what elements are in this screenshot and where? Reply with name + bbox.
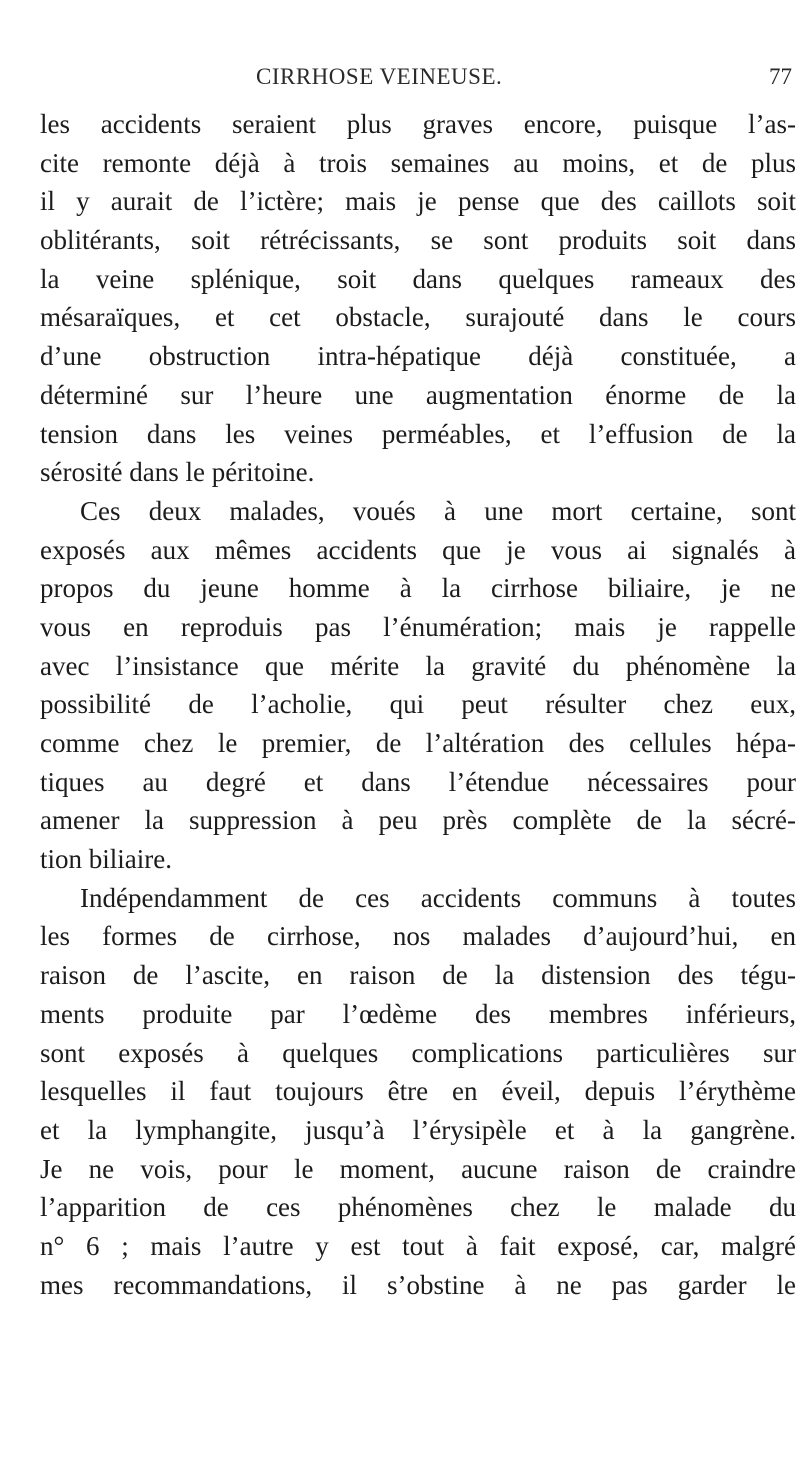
- text-line: lesquelles il faut toujours être en éveil, depuis l’érythème: [40, 1076, 796, 1107]
- text-line: mésaraïques, et cet obstacle, surajouté dans le cours: [40, 302, 796, 333]
- text-line: vous en reproduis pas l’énumération; mais je rappelle: [40, 611, 796, 642]
- text-line: sérosité dans le péritoine.: [40, 457, 315, 488]
- text-line: les formes de cirrhose, nos malades d’aujourd’hui, en: [40, 921, 796, 952]
- paragraph-first-line: Indépendamment de ces accidents communs à toutes: [80, 882, 796, 913]
- text-line: raison de l’ascite, en raison de la distension des tégu-: [40, 960, 796, 991]
- text-line: propos du jeune homme à la cirrhose biliaire, je ne: [40, 573, 796, 604]
- text-line: d’une obstruction intra-hépatique déjà constituée, a: [40, 341, 796, 372]
- page-number: 77: [769, 64, 792, 89]
- paragraph-first-line: Ces deux malades, voués à une mort certaine, sont: [80, 495, 796, 526]
- text-line: oblitérants, soit rétrécissants, se sont produits soit dans: [40, 225, 796, 256]
- text-line: cite remonte déjà à trois semaines au moins, et de plus: [40, 147, 796, 178]
- text-line: avec l’insistance que mérite la gravité du phénomène la: [40, 650, 796, 681]
- text-line: l’apparition de ces phénomènes chez le malade du: [40, 1192, 796, 1223]
- text-line: mes recommandations, il s’obstine à ne pas garder le: [40, 1269, 796, 1300]
- text-line: amener la suppression à peu près complète de la sécré-: [40, 805, 796, 836]
- running-head: [40, 60, 800, 100]
- text-line: Je ne vois, pour le moment, aucune raison de craindre: [40, 1153, 796, 1184]
- text-line: comme chez le premier, de l’altération des cellules hépa-: [40, 728, 796, 758]
- running-head-title: CIRRHOSE VEINEUSE.: [256, 64, 503, 89]
- text-line: possibilité de l’acholie, qui peut résulter chez eux,: [40, 689, 796, 720]
- text-line: la veine splénique, soit dans quelques rameaux des: [40, 263, 796, 294]
- text-line: déterminé sur l’heure une augmentation énorme de la: [40, 379, 796, 410]
- text-line: il y aurait de l’ictère; mais je pense que des caillots soit: [40, 186, 796, 217]
- text-line: et la lymphangite, jusqu’à l’érysipèle et à la gangrène.: [40, 1114, 796, 1145]
- text-line: n° 6 ; mais l’autre y est tout à fait exposé, car, malgré: [40, 1230, 796, 1261]
- text-line: tension dans les veines perméables, et l’effusion de la: [40, 418, 796, 449]
- text-line: sont exposés à quelques complications particulières sur: [40, 1037, 796, 1068]
- text-line: les accidents seraient plus graves encore, puisque l’as-: [40, 109, 796, 139]
- text-line: ments produite par l’œdème des membres inférieurs,: [40, 998, 796, 1029]
- text-line: tion biliaire.: [40, 844, 172, 875]
- text-line: tiques au degré et dans l’étendue nécessaires pour: [40, 766, 796, 797]
- text-line: exposés aux mêmes accidents que je vous ai signalés à: [40, 534, 796, 565]
- body-text: [40, 105, 796, 1304]
